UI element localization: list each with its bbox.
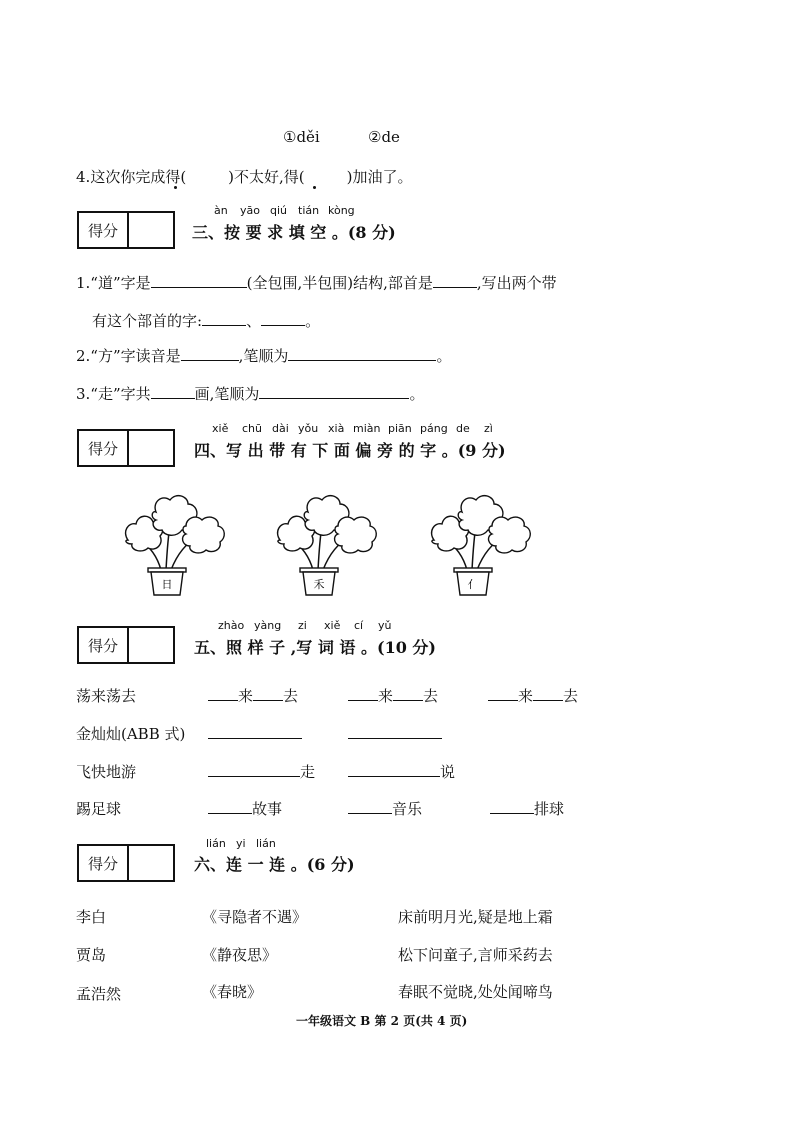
sec5-row4-answer-1 bbox=[208, 798, 282, 819]
blank[interactable] bbox=[348, 762, 440, 777]
poet-2[interactable]: 贾岛 bbox=[76, 946, 107, 964]
sec5-row2-example: 金灿灿(ABB 式) bbox=[76, 725, 186, 743]
word-zou: 走 bbox=[300, 763, 316, 781]
pinyin: lián bbox=[256, 837, 276, 850]
q1-text-d: 有这个部首的字: bbox=[92, 312, 203, 330]
q1-end: 。 bbox=[305, 312, 321, 330]
q3-blank-strokes[interactable] bbox=[259, 384, 409, 399]
sec3-q2 bbox=[76, 345, 451, 366]
lai-char: 来 bbox=[518, 687, 534, 705]
line-1[interactable]: 床前明月光,疑是地上霜 bbox=[398, 908, 553, 926]
q1-blank-char2[interactable] bbox=[261, 311, 305, 326]
blank[interactable] bbox=[208, 686, 238, 701]
blank[interactable] bbox=[393, 686, 423, 701]
sec5-row4-answer-3 bbox=[490, 798, 564, 819]
flower-pot-3 bbox=[432, 496, 531, 595]
q2-end: 。 bbox=[436, 347, 452, 365]
pot-radical-2: 禾 bbox=[313, 578, 325, 591]
pinyin: zhào bbox=[218, 619, 245, 632]
pinyin: tián bbox=[298, 204, 320, 217]
pinyin: yàng bbox=[254, 619, 282, 632]
q4-option-2: ②de bbox=[368, 128, 400, 146]
sec6-pinyin bbox=[206, 837, 296, 851]
score-label: 得分 bbox=[79, 431, 129, 465]
sec5-row1-example: 荡来荡去 bbox=[76, 687, 137, 705]
pinyin: zì bbox=[484, 422, 493, 435]
sec5-pinyin bbox=[218, 619, 398, 633]
q4-line bbox=[76, 166, 413, 187]
q3-blank-count[interactable] bbox=[151, 384, 195, 399]
pinyin: yǒu bbox=[298, 422, 319, 435]
blank[interactable] bbox=[490, 799, 534, 814]
score-label: 得分 bbox=[79, 213, 129, 247]
emphasis-dot bbox=[174, 186, 177, 189]
score-box-sec3 bbox=[77, 211, 175, 249]
qu-char: 去 bbox=[283, 687, 299, 705]
q2-text-a: 2.“方”字读音是 bbox=[76, 347, 181, 365]
q2-blank-strokes[interactable] bbox=[288, 346, 436, 361]
pinyin: piān bbox=[388, 422, 412, 435]
pinyin: yāo bbox=[240, 204, 260, 217]
blank[interactable] bbox=[348, 686, 378, 701]
pinyin: lián bbox=[206, 837, 226, 850]
blank[interactable] bbox=[533, 686, 563, 701]
flower-pots-illustration bbox=[120, 492, 580, 602]
pinyin: páng bbox=[420, 422, 448, 435]
score-cell[interactable] bbox=[129, 213, 173, 247]
word-yinyue: 音乐 bbox=[392, 800, 423, 818]
sec3-title: 三、按 要 求 填 空 。(8 分) bbox=[192, 223, 396, 242]
line-2[interactable]: 松下问童子,言师采药去 bbox=[398, 946, 553, 964]
pinyin: xiě bbox=[212, 422, 229, 435]
q3-text-a: 3.“走”字共 bbox=[76, 385, 151, 403]
sec5-row2-answer-2 bbox=[348, 724, 442, 743]
pinyin: de bbox=[456, 422, 470, 435]
pinyin: xià bbox=[328, 422, 345, 435]
q1-text-b: (全包围,半包围)结构,部首是 bbox=[246, 274, 433, 292]
flower-pot-1 bbox=[126, 496, 225, 595]
sec5-row1-answer-2 bbox=[348, 685, 438, 706]
score-box-sec6 bbox=[77, 844, 175, 882]
score-box-sec4 bbox=[77, 429, 175, 467]
q1-text-a: 1.“道”字是 bbox=[76, 274, 151, 292]
sec5-row3-answer-1 bbox=[208, 761, 315, 782]
pot-radical-1: 日 bbox=[161, 578, 173, 591]
lai-char: 来 bbox=[238, 687, 254, 705]
pinyin: kòng bbox=[328, 204, 355, 217]
poem-3[interactable]: 《春晓》 bbox=[202, 983, 263, 1001]
sec6-title: 六、连 一 连 。(6 分) bbox=[194, 855, 355, 874]
q4-text-b: )不太好,得( bbox=[228, 168, 305, 186]
sec3-q1-line2 bbox=[92, 310, 320, 331]
sec4-pinyin bbox=[212, 422, 512, 436]
poem-1[interactable]: 《寻隐者不遇》 bbox=[202, 908, 308, 926]
q2-text-b: ,笔顺为 bbox=[238, 347, 289, 365]
q4-text-a: 这次你完成得( bbox=[90, 168, 187, 186]
q2-blank-pinyin[interactable] bbox=[181, 346, 239, 361]
q1-sep: 、 bbox=[246, 312, 262, 330]
blank[interactable] bbox=[208, 762, 300, 777]
blank[interactable] bbox=[348, 724, 442, 739]
sec5-row2-answer-1 bbox=[208, 724, 302, 743]
sec5-row1-answer-3 bbox=[488, 685, 578, 706]
pinyin: yi bbox=[236, 837, 246, 850]
blank[interactable] bbox=[208, 724, 302, 739]
pinyin: cí bbox=[354, 619, 364, 632]
sec5-row4-example: 踢足球 bbox=[76, 800, 122, 818]
q3-text-b: 画,笔顺为 bbox=[194, 385, 260, 403]
emphasis-dot bbox=[313, 186, 316, 189]
lai-char: 来 bbox=[378, 687, 394, 705]
sec5-title: 五、照 样 子 ,写 词 语 。(10 分) bbox=[194, 638, 436, 657]
score-label: 得分 bbox=[79, 628, 129, 662]
blank[interactable] bbox=[348, 799, 392, 814]
line-3[interactable]: 春眠不觉晓,处处闻啼鸟 bbox=[398, 983, 553, 1001]
q4-number: 4. bbox=[76, 168, 91, 186]
pinyin: àn bbox=[214, 204, 228, 217]
q1-blank-structure[interactable] bbox=[151, 273, 247, 288]
poet-1[interactable]: 李白 bbox=[76, 908, 107, 926]
pinyin: zi bbox=[298, 619, 307, 632]
blank[interactable] bbox=[208, 799, 252, 814]
pot-radical-3: 亻 bbox=[467, 578, 479, 591]
pinyin: qiú bbox=[270, 204, 288, 217]
word-shuo: 说 bbox=[440, 763, 456, 781]
word-paiqiu: 排球 bbox=[534, 800, 565, 818]
q1-blank-radical[interactable] bbox=[433, 273, 477, 288]
q3-end: 。 bbox=[409, 385, 425, 403]
sec3-pinyin bbox=[214, 204, 374, 218]
score-cell[interactable] bbox=[129, 846, 173, 880]
score-box-sec5 bbox=[77, 626, 175, 664]
score-label: 得分 bbox=[79, 846, 129, 880]
blank[interactable] bbox=[253, 686, 283, 701]
word-gushi: 故事 bbox=[252, 800, 283, 818]
poet-3[interactable]: 孟浩然 bbox=[76, 985, 122, 1003]
q1-text-c: ,写出两个带 bbox=[476, 274, 557, 292]
pinyin: yǔ bbox=[378, 619, 392, 632]
score-cell[interactable] bbox=[129, 431, 173, 465]
pinyin: dài bbox=[272, 422, 289, 435]
sec3-q3 bbox=[76, 383, 424, 404]
sec5-row1-answer-1 bbox=[208, 685, 298, 706]
flower-pot-2 bbox=[278, 496, 377, 595]
pinyin: xiě bbox=[324, 619, 341, 632]
pinyin: chū bbox=[242, 422, 262, 435]
sec5-row3-example: 飞快地游 bbox=[76, 763, 137, 781]
sec3-q1-line1 bbox=[76, 272, 557, 293]
poem-2[interactable]: 《静夜思》 bbox=[202, 946, 278, 964]
q4-option-1: ①děi bbox=[283, 128, 320, 146]
sec4-title: 四、写 出 带 有 下 面 偏 旁 的 字 。(9 分) bbox=[194, 441, 506, 460]
score-cell[interactable] bbox=[129, 628, 173, 662]
sec5-row4-answer-2 bbox=[348, 798, 422, 819]
q1-blank-char1[interactable] bbox=[202, 311, 246, 326]
page-footer: 一年级语文 B 第 2 页(共 4 页) bbox=[296, 1014, 468, 1028]
pinyin: miàn bbox=[353, 422, 381, 435]
blank[interactable] bbox=[488, 686, 518, 701]
sec5-row3-answer-2 bbox=[348, 761, 455, 782]
qu-char: 去 bbox=[423, 687, 439, 705]
q4-text-c: )加油了。 bbox=[346, 168, 413, 186]
qu-char: 去 bbox=[563, 687, 579, 705]
